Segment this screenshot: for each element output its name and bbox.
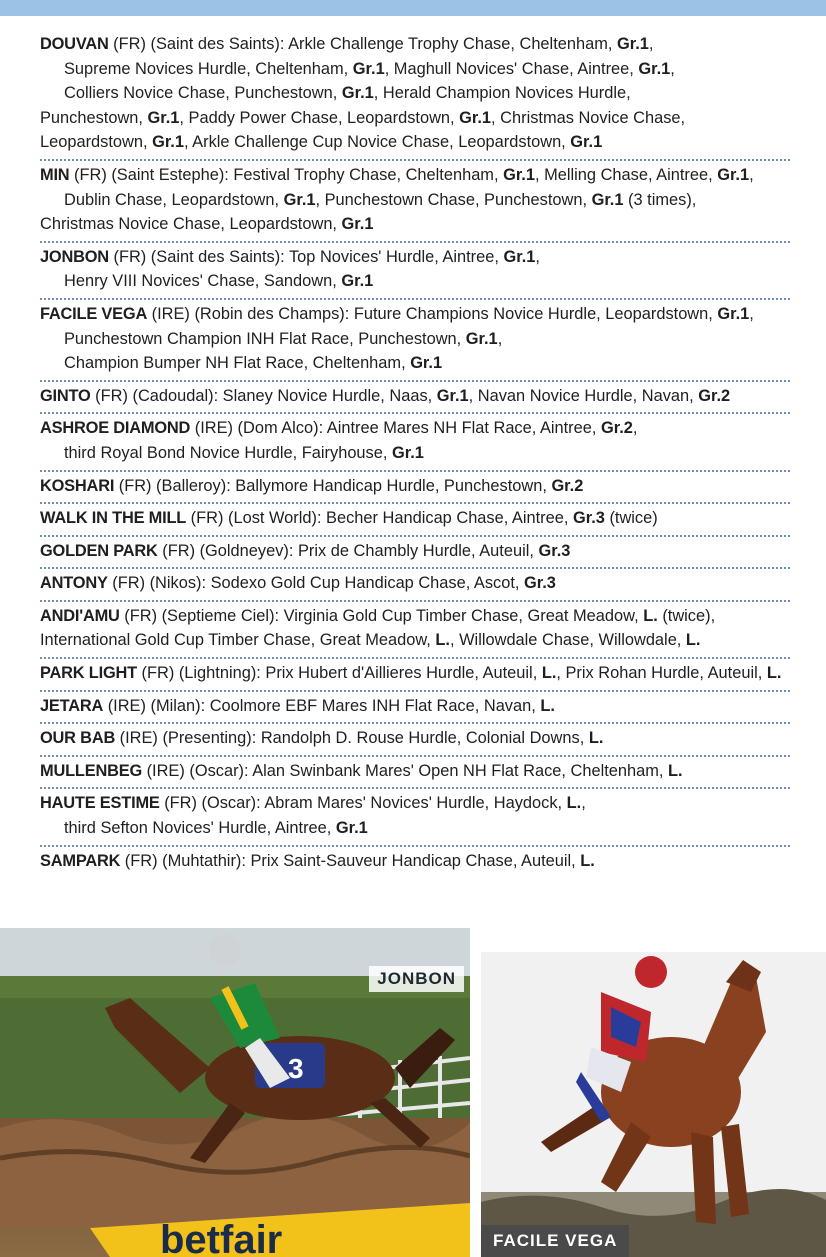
winner-entry bbox=[40, 659, 790, 692]
race-grade: Gr.1 bbox=[341, 215, 374, 234]
horse-name: MULLENBEG bbox=[40, 761, 143, 780]
entry-text: third Royal Bond Novice Hurdle, Fairyhouse, bbox=[64, 443, 392, 462]
entry-text: , Christmas Novice Chase, bbox=[491, 108, 686, 127]
race-grade: Gr.1 bbox=[459, 108, 492, 127]
winner-entry bbox=[40, 724, 790, 757]
entry-first-line bbox=[40, 474, 790, 499]
entry-text: Punchestown Champion INH Flat Race, Punchestown, bbox=[64, 329, 466, 348]
race-grade: Gr.1 bbox=[570, 133, 603, 152]
race-grade: Gr.1 bbox=[638, 59, 671, 78]
entry-continuation-line bbox=[40, 212, 790, 237]
entry-first-line bbox=[40, 661, 790, 686]
entry-text: (FR) (Balleroy): Ballymore Handicap Hurdle, Punchestown, bbox=[114, 476, 552, 495]
race-grade: Gr.1 bbox=[436, 386, 469, 405]
race-grade: Gr.1 bbox=[503, 165, 535, 184]
race-grade: Gr.3 bbox=[524, 574, 556, 593]
race-grade: L. bbox=[540, 696, 555, 715]
horse-name: MIN bbox=[40, 165, 70, 184]
winners-list bbox=[40, 30, 790, 877]
entry-text: (IRE) (Oscar): Alan Swinbank Mares' Open NH Flat Race, Cheltenham, bbox=[142, 761, 669, 780]
entry-text: , bbox=[749, 304, 754, 323]
entry-text: , bbox=[749, 165, 754, 184]
race-grade: L. bbox=[435, 631, 450, 650]
winner-entry bbox=[40, 30, 790, 161]
entry-text: , bbox=[670, 59, 675, 78]
race-grade: Gr.1 bbox=[410, 354, 443, 373]
race-grade: Gr.1 bbox=[465, 329, 498, 348]
entry-text: , bbox=[497, 329, 503, 348]
winner-entry bbox=[40, 757, 790, 790]
photo-facile-vega bbox=[481, 952, 826, 1257]
entry-text: , Arkle Challenge Cup Novice Chase, Leopardstown, bbox=[183, 133, 571, 152]
entry-text: Punchestown, bbox=[40, 108, 148, 127]
entry-continuation-line bbox=[40, 816, 790, 841]
entry-continuation-line bbox=[40, 351, 790, 376]
entry-text: (FR) (Cadoudal): Slaney Novice Hurdle, Naas, bbox=[90, 386, 437, 405]
entry-text: (FR) (Oscar): Abram Mares' Novices' Hurdle, Haydock, bbox=[159, 794, 567, 813]
race-grade: Gr.1 bbox=[335, 819, 368, 838]
horse-name: DOUVAN bbox=[40, 35, 109, 53]
winner-entry bbox=[40, 504, 790, 537]
race-grade: L. bbox=[566, 794, 582, 813]
horse-name: FACILE VEGA bbox=[40, 304, 148, 323]
entry-text: Champion Bumper NH Flat Race, Cheltenham, bbox=[64, 354, 411, 373]
race-grade: Gr.2 bbox=[698, 386, 731, 405]
horse-name: JETARA bbox=[40, 696, 104, 715]
entry-first-line bbox=[40, 32, 790, 57]
race-grade: L. bbox=[685, 631, 701, 650]
entry-text: (FR) (Goldneyev): Prix de Chambly Hurdle, Auteuil, bbox=[157, 541, 539, 560]
entry-text: , bbox=[648, 35, 654, 53]
photo-caption-jonbon: JONBON bbox=[369, 966, 464, 992]
winner-entry bbox=[40, 300, 790, 382]
entry-first-line bbox=[40, 302, 790, 327]
entry-text: Leopardstown, bbox=[40, 133, 153, 152]
entry-first-line bbox=[40, 759, 790, 784]
sponsor-board-text: betfair bbox=[160, 1218, 283, 1257]
race-grade: Gr.3 bbox=[538, 541, 571, 560]
entry-first-line bbox=[40, 245, 790, 270]
entry-first-line bbox=[40, 694, 790, 719]
entry-text: , bbox=[581, 794, 586, 813]
race-grade: Gr.1 bbox=[283, 190, 316, 209]
horse-name: JONBON bbox=[40, 247, 109, 266]
entry-text: , Willowdale Chase, Willowdale, bbox=[449, 631, 686, 650]
winner-entry bbox=[40, 569, 790, 602]
entry-continuation-line bbox=[40, 628, 790, 653]
horse-name: SAMPARK bbox=[40, 851, 121, 870]
winner-entry bbox=[40, 382, 790, 415]
winner-entry bbox=[40, 692, 790, 725]
entry-text: (FR) (Nikos): Sodexo Gold Cup Handicap Chase, Ascot, bbox=[107, 574, 525, 593]
entry-text: (FR) (Saint des Saints): Top Novices' Hurdle, Aintree, bbox=[108, 247, 504, 266]
winner-entry bbox=[40, 847, 790, 878]
horse-name: ANTONY bbox=[40, 574, 108, 593]
winner-entry bbox=[40, 602, 790, 659]
entry-text: (FR) (Muhtathir): Prix Saint-Sauveur Handicap Chase, Auteuil, bbox=[120, 851, 581, 870]
entry-first-line bbox=[40, 506, 790, 531]
entry-text: , Punchestown Chase, Punchestown, bbox=[315, 190, 592, 209]
entry-text: Colliers Novice Chase, Punchestown, bbox=[64, 84, 342, 103]
race-grade: Gr.1 bbox=[147, 108, 180, 127]
entry-text: (FR) (Septieme Ciel): Virginia Gold Cup Timber Chase, Great Meadow, bbox=[119, 606, 644, 625]
race-grade: Gr.3 bbox=[572, 509, 605, 528]
entry-text: (IRE) (Dom Alco): Aintree Mares NH Flat Race, Aintree, bbox=[190, 419, 601, 438]
entry-text: (FR) (Saint Estephe): Festival Trophy Chase, Cheltenham, bbox=[69, 165, 504, 184]
race-grade: L. bbox=[541, 664, 557, 683]
entry-text: third Sefton Novices' Hurdle, Aintree, bbox=[64, 819, 336, 838]
entry-text: , Melling Chase, Aintree, bbox=[534, 165, 718, 184]
race-grade: L. bbox=[668, 761, 683, 780]
entry-continuation-line bbox=[40, 57, 790, 82]
horse-name: GINTO bbox=[40, 386, 91, 405]
entry-text: , Prix Rohan Hurdle, Auteuil, bbox=[556, 664, 767, 683]
race-grade: Gr.1 bbox=[341, 272, 374, 291]
entry-text: Supreme Novices Hurdle, Cheltenham, bbox=[64, 59, 353, 78]
entry-continuation-line bbox=[40, 106, 790, 131]
winner-entry bbox=[40, 243, 790, 300]
race-grade: Gr.1 bbox=[591, 190, 624, 209]
top-accent-band bbox=[0, 0, 826, 16]
winner-entry bbox=[40, 537, 790, 570]
entry-continuation-line bbox=[40, 130, 790, 155]
horse-name: WALK IN THE MILL bbox=[40, 509, 187, 528]
race-grade: Gr.2 bbox=[600, 419, 633, 438]
entry-text: (twice), bbox=[657, 606, 716, 625]
race-grade: Gr.1 bbox=[717, 165, 750, 184]
entry-text: , bbox=[632, 419, 638, 438]
entry-first-line bbox=[40, 849, 790, 874]
horse-name: GOLDEN PARK bbox=[40, 541, 158, 560]
entry-text: (IRE) (Milan): Coolmore EBF Mares INH Flat Race, Navan, bbox=[103, 696, 541, 715]
entry-text: , bbox=[535, 247, 540, 266]
race-grade: Gr.1 bbox=[152, 133, 184, 152]
race-grade: L. bbox=[643, 606, 658, 625]
race-grade: L. bbox=[588, 729, 604, 748]
entry-text: (IRE) (Presenting): Randolph D. Rouse Hurdle, Colonial Downs, bbox=[115, 729, 589, 748]
entry-first-line bbox=[40, 416, 790, 441]
entry-text: International Gold Cup Timber Chase, Great Meadow, bbox=[40, 631, 436, 650]
race-grade: Gr.1 bbox=[391, 443, 424, 462]
entry-first-line bbox=[40, 163, 790, 188]
entry-text: Henry VIII Novices' Chase, Sandown, bbox=[64, 272, 342, 291]
race-grade: Gr.1 bbox=[341, 84, 374, 103]
winner-entry bbox=[40, 472, 790, 505]
entry-continuation-line bbox=[40, 269, 790, 294]
entry-text: , Herald Champion Novices Hurdle, bbox=[373, 84, 631, 103]
facile-vega-jump-illustration bbox=[481, 952, 826, 1257]
entry-first-line bbox=[40, 726, 790, 751]
race-grade: Gr.2 bbox=[551, 476, 584, 495]
entry-first-line bbox=[40, 571, 790, 596]
entry-first-line bbox=[40, 791, 790, 816]
entry-first-line bbox=[40, 384, 790, 409]
race-grade: L. bbox=[766, 664, 782, 683]
winner-entry bbox=[40, 789, 790, 846]
horse-name: PARK LIGHT bbox=[40, 664, 137, 683]
photo-jonbon bbox=[0, 928, 470, 1257]
horse-name: KOSHARI bbox=[40, 476, 115, 495]
entry-continuation-line bbox=[40, 327, 790, 352]
entry-text: Christmas Novice Chase, Leopardstown, bbox=[40, 215, 342, 234]
race-grade: Gr.1 bbox=[503, 247, 536, 266]
number-cloth: 3 bbox=[288, 1053, 304, 1084]
race-grade: Gr.1 bbox=[616, 35, 649, 53]
entry-text: (FR) (Lightning): Prix Hubert d'Aillieres Hurdle, Auteuil, bbox=[136, 664, 542, 683]
photo-caption-facile-vega: FACILE VEGA bbox=[481, 1225, 629, 1257]
entry-text: (twice) bbox=[604, 509, 658, 528]
race-grade: L. bbox=[580, 851, 595, 870]
race-grade: Gr.1 bbox=[352, 59, 385, 78]
entry-text: , Paddy Power Chase, Leopardstown, bbox=[179, 108, 460, 127]
entry-text: Dublin Chase, Leopardstown, bbox=[64, 190, 284, 209]
winner-entry bbox=[40, 414, 790, 471]
entry-text: , Maghull Novices' Chase, Aintree, bbox=[384, 59, 639, 78]
entry-continuation-line bbox=[40, 81, 790, 106]
horse-name: ASHROE DIAMOND bbox=[40, 419, 191, 438]
entry-continuation-line bbox=[40, 188, 790, 213]
horse-name: ANDI'AMU bbox=[40, 606, 120, 625]
entry-first-line bbox=[40, 604, 790, 629]
entry-text: (FR) (Lost World): Becher Handicap Chase, Aintree, bbox=[186, 509, 573, 528]
entry-text: (FR) (Saint des Saints): Arkle Challenge Trophy Chase, Cheltenham, bbox=[108, 35, 617, 53]
horse-name: OUR BAB bbox=[40, 729, 116, 748]
horse-name: HAUTE ESTIME bbox=[40, 794, 160, 813]
entry-text: (IRE) (Robin des Champs): Future Champions Novice Hurdle, Leopardstown, bbox=[147, 304, 718, 323]
winner-entry bbox=[40, 161, 790, 243]
entry-continuation-line bbox=[40, 441, 790, 466]
entry-text: , Navan Novice Hurdle, Navan, bbox=[468, 386, 699, 405]
race-grade: Gr.1 bbox=[717, 304, 750, 323]
entry-first-line bbox=[40, 539, 790, 564]
entry-text: (3 times), bbox=[623, 190, 697, 209]
